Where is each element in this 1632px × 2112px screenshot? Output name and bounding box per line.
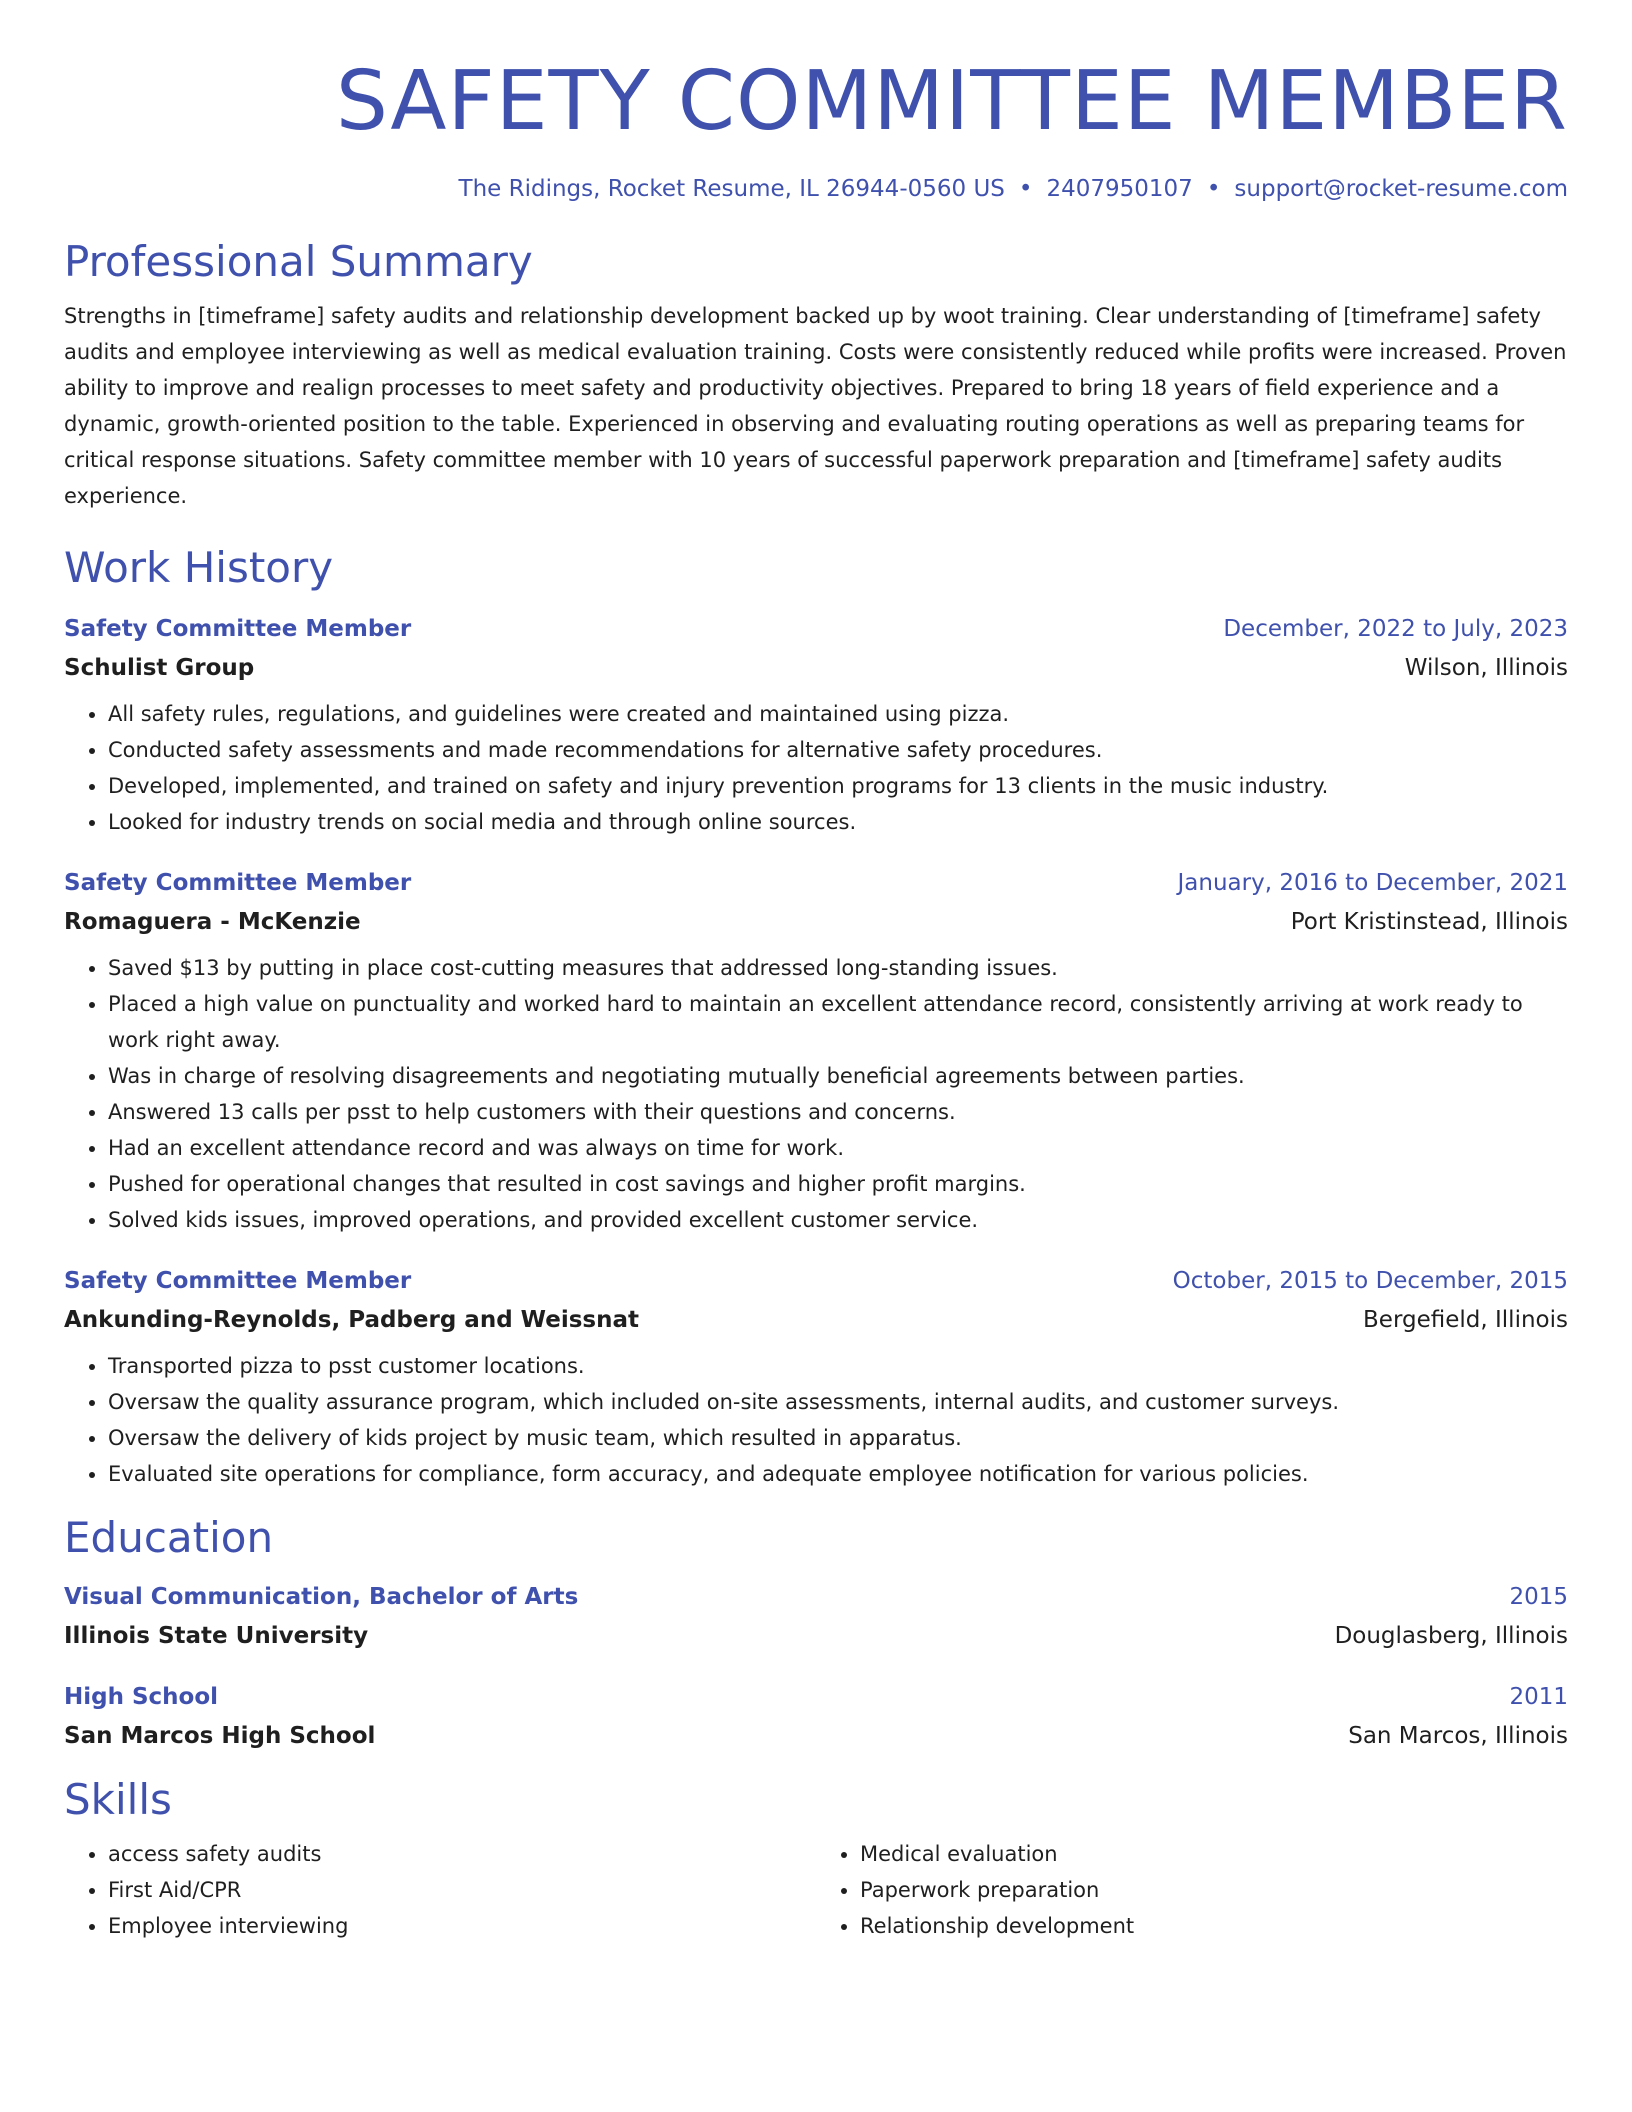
skill-item: • Paperwork preparation bbox=[860, 1872, 1568, 1908]
job-company-row bbox=[64, 902, 1568, 942]
job-company-row bbox=[64, 1300, 1568, 1340]
skill-item: • First Aid/CPR bbox=[108, 1872, 816, 1908]
education-location: San Marcos, Illinois bbox=[1348, 1723, 1568, 1749]
job-dates: January, 2016 to December, 2021 bbox=[1177, 870, 1568, 896]
job-header-row bbox=[64, 610, 1568, 648]
job-role: Safety Committee Member bbox=[64, 1268, 412, 1294]
job-company: Ankunding-Reynolds, Padberg and Weissnat bbox=[64, 1307, 639, 1333]
job-bullet: • Oversaw the delivery of kids project by music team, which resulted in apparatus. bbox=[108, 1420, 1568, 1456]
section-title-skills: Skills bbox=[64, 1775, 172, 1824]
job-bullet: • Developed, implemented, and trained on safety and injury prevention programs for 13 clients in the music industry. bbox=[108, 768, 1568, 804]
contact-line bbox=[64, 174, 1568, 204]
job-bullet: • Answered 13 calls per psst to help customers with their questions and concerns. bbox=[108, 1094, 1568, 1130]
job-bullet: • Placed a high value on punctuality and worked hard to maintain an excellent attendance record, consistently arriving at work ready to work right away. bbox=[108, 986, 1568, 1058]
education-year: 2015 bbox=[1509, 1584, 1568, 1610]
contact-separator: • bbox=[1206, 176, 1221, 202]
education-year: 2011 bbox=[1509, 1684, 1568, 1710]
skills-column-right bbox=[816, 1836, 1568, 1944]
job-header-row bbox=[64, 864, 1568, 902]
contact-phone: 2407950107 bbox=[1046, 176, 1193, 202]
education-school-row bbox=[64, 1716, 1568, 1756]
skills-column-left bbox=[64, 1836, 816, 1944]
job-bullet: • Saved $13 by putting in place cost-cutting measures that addressed long-standing issues. bbox=[108, 950, 1568, 986]
job-bullet: • Conducted safety assessments and made recommendations for alternative safety procedures. bbox=[108, 732, 1568, 768]
job-bullet: • Oversaw the quality assurance program, which included on-site assessments, internal audits, and customer surveys. bbox=[108, 1384, 1568, 1420]
education-location: Douglasberg, Illinois bbox=[1334, 1623, 1568, 1649]
section-title-education: Education bbox=[64, 1513, 274, 1562]
summary-text: Strengths in [timeframe] safety audits and relationship development backed up by woot training. Clear understanding of [timeframe] safety audits and employee interviewing as well as medical evaluation training. Costs were consistently reduced while profits were increased. Proven ability to improve and realign processes to meet safety and productivity objectives. Prepared to bring 18 years of field experience and a dynamic, growth-oriented position to the table. Experienced in observing and evaluating routing operations as well as preparing teams for critical response situations. Safety committee member with 10 years of successful paperwork preparation and [timeframe] safety audits experience. bbox=[64, 304, 1567, 508]
education-school: Illinois State University bbox=[64, 1623, 369, 1649]
skill-item: • Relationship development bbox=[860, 1908, 1568, 1944]
contact-address: The Ridings, Rocket Resume, IL 26944-0560 US bbox=[458, 176, 1005, 202]
job-bullet: • Solved kids issues, improved operations, and provided excellent customer service. bbox=[108, 1202, 1568, 1238]
job-bullet: • Pushed for operational changes that resulted in cost savings and higher profit margins. bbox=[108, 1166, 1568, 1202]
education-school: San Marcos High School bbox=[64, 1723, 376, 1749]
job-company: Romaguera - McKenzie bbox=[64, 909, 361, 935]
job-bullet: • Was in charge of resolving disagreements and negotiating mutually beneficial agreements between parties. bbox=[108, 1058, 1568, 1094]
job-role: Safety Committee Member bbox=[64, 616, 412, 642]
education-header-row bbox=[64, 1578, 1568, 1616]
job-entry bbox=[64, 610, 1568, 840]
job-bullet: • Had an excellent attendance record and was always on time for work. bbox=[108, 1130, 1568, 1166]
candidate-name: SAFETY COMMITTEE MEMBER bbox=[335, 54, 1568, 149]
job-bullet: • All safety rules, regulations, and guidelines were created and maintained using pizza. bbox=[108, 696, 1568, 732]
skill-item: • Employee interviewing bbox=[108, 1908, 816, 1944]
job-entry bbox=[64, 864, 1568, 1238]
education-entry bbox=[64, 1578, 1568, 1656]
section-title-summary: Professional Summary bbox=[64, 237, 533, 286]
job-dates: October, 2015 to December, 2015 bbox=[1172, 1268, 1568, 1294]
job-entry bbox=[64, 1262, 1568, 1492]
job-company-row bbox=[64, 648, 1568, 688]
job-dates: December, 2022 to July, 2023 bbox=[1223, 616, 1568, 642]
skill-item: • Medical evaluation bbox=[860, 1836, 1568, 1872]
job-location: Wilson, Illinois bbox=[1404, 655, 1568, 681]
job-bullet: • Looked for industry trends on social media and through online sources. bbox=[108, 804, 1568, 840]
education-degree: High School bbox=[64, 1684, 219, 1710]
job-header-row bbox=[64, 1262, 1568, 1300]
job-location: Bergefield, Illinois bbox=[1363, 1307, 1568, 1333]
job-bullets bbox=[64, 950, 1568, 1238]
job-bullet: • Evaluated site operations for compliance, form accuracy, and adequate employee notification for various policies. bbox=[108, 1456, 1568, 1492]
section-title-work-history: Work History bbox=[64, 543, 334, 592]
job-bullets bbox=[64, 1348, 1568, 1492]
education-header-row bbox=[64, 1678, 1568, 1716]
skill-item: • access safety audits bbox=[108, 1836, 816, 1872]
education-degree: Visual Communication, Bachelor of Arts bbox=[64, 1584, 579, 1610]
job-role: Safety Committee Member bbox=[64, 870, 412, 896]
job-company: Schulist Group bbox=[64, 655, 255, 681]
job-bullets bbox=[64, 696, 1568, 840]
contact-email[interactable]: support@rocket-resume.com bbox=[1234, 176, 1568, 202]
job-bullet: • Transported pizza to psst customer locations. bbox=[108, 1348, 1568, 1384]
skills-list bbox=[64, 1836, 1568, 1944]
education-school-row bbox=[64, 1616, 1568, 1656]
education-entry bbox=[64, 1678, 1568, 1756]
contact-separator: • bbox=[1018, 176, 1033, 202]
job-location: Port Kristinstead, Illinois bbox=[1290, 909, 1568, 935]
